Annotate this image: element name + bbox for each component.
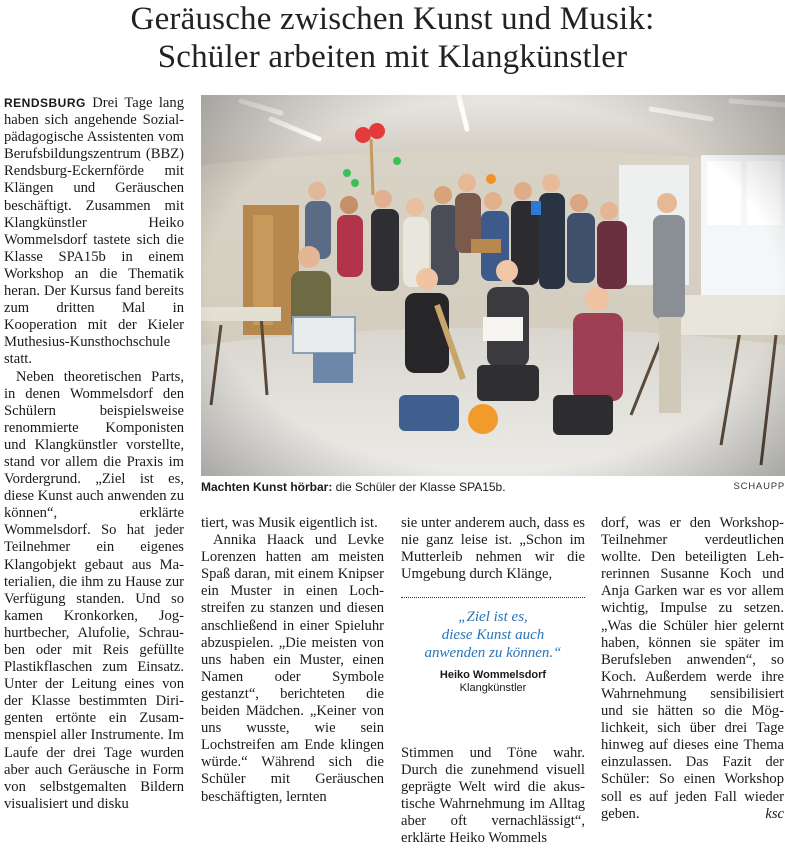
author-signature: ksc bbox=[765, 805, 784, 822]
article-paragraph-3: tiert, was Musik eigentlich ist. bbox=[201, 515, 378, 531]
pull-quote-author-role: Klangkünstler bbox=[459, 682, 527, 694]
article-column-2 bbox=[201, 515, 384, 806]
article-paragraph-4: Annika Haack und Levke Lorenzen hatten am meisten Spaß daran, mit einem Knipser ein Muster in einen Lochstreifen zu stanzen und diesen anschließend in einer Spieluhr abzuspielen. „Die meisten von uns haben ein Muster, einen Namen oder Symbole gestanzt“, berichteten die beiden Mädchen. „Keiner von uns wusste, wie sein Lochstreifen am Ende klingen würde.“ Während sich die Schüler mit Geräuschen beschäftigten, lernten bbox=[201, 532, 384, 805]
pull-quote-line-3: anwenden zu können.“ bbox=[424, 645, 562, 661]
dateline: RENDSBURG bbox=[4, 96, 86, 110]
photo-credit: SCHAUPP bbox=[733, 481, 785, 492]
caption-text: die Schüler der Klasse SPA15b. bbox=[332, 480, 506, 494]
pull-quote-line-1: „Ziel ist es, bbox=[458, 609, 528, 625]
pull-quote-line-2: diese Kunst auch bbox=[441, 627, 545, 643]
pull-quote-rule-top bbox=[401, 597, 585, 598]
article-column-1 bbox=[4, 95, 184, 813]
article-paragraph-7-text: dorf, was er den Workshop-Teilnehmer verdeutlichen wollte. Den beteiligten Lehrerinnen Susanne Koch und Anja Garken war es vor allem wichtig, Impulse zu setzen. „Was die Schüler hier gelernt haben, können sie später im Berufsleben anwenden“, so Koch. Außerdem werde ihre Wahrnehmung sensibilisiert und sie hätten so die Möglichkeit, sich über drei Tage hinweg auf dieses eine Thema einzulassen. Das Fazit der Schüler: So einen Workshop soll es auf jeden Fall wieder geben. bbox=[601, 515, 784, 822]
caption-lead: Machten Kunst hörbar: bbox=[201, 480, 333, 494]
article-paragraph-1: Drei Tage lang haben sich angehende Sozialpädagogische Assistenten vom Berufsbildungszentrum (BBZ) Rendsburg-Eckernförde mit Klängen und Geräuschen beschäftigt. Zusammen mit Klangkünstler Heiko Wommelsdorf tastete sich die Klasse SPA15b in einem Workshop an die Thematik heran. Der Kursus fand bereits zum dritten Mal in Kooperation mit der Kieler Muthesius-Kunsthochschule statt. bbox=[4, 95, 184, 368]
article-paragraph-5: sie unter anderem auch, dass es nie ganz leise ist. „Schon im Mutterleib nehmen wir die Umgebung durch Klänge, bbox=[401, 515, 585, 583]
headline-line-2: Schüler arbeiten mit Klangkünstler bbox=[157, 39, 628, 75]
article-paragraph-6: Stimmen und Töne wahr. Durch die zunehmend visuell geprägte Welt wird die akustische Wahrnehmung im Alltag aber oft vernachlässigt“, erklärte Heiko Wommels bbox=[401, 745, 585, 847]
pull-quote-author: Heiko Wommelsdorf bbox=[439, 669, 547, 681]
article-paragraph-7 bbox=[601, 515, 784, 823]
article-column-4 bbox=[601, 515, 784, 823]
headline-line-1: Geräusche zwischen Kunst und Musik: bbox=[130, 1, 655, 37]
photo-caption bbox=[201, 479, 785, 495]
headline bbox=[0, 0, 785, 76]
pull-quote bbox=[401, 597, 585, 717]
article-photo bbox=[201, 95, 785, 476]
article-paragraph-2: Neben theoretischen Parts, in denen Wommelsdorf den Schülern beispielsweise renommierte Komponisten und Klangkünstler vorstellte, stand vor allem die Praxis im Vordergrund. „Ziel ist es, diese Kunst auch anwenden zu können“, erklärte Wommelsdorf. So hat jeder Teilnehmer ein eigenes Klangobjekt gebaut aus Materialien, die ihm zu Hause zur Verfügung standen. Und so kamen Kronkorken, Joghurtbecher, Alufolie, Schrauben oder mit Reis gefüllte Plastikflaschen zum Einsatz. Unter der Leitung eines von der Klasse bestimmten Dirigenten ertönte ein Zusammenspiel aller Instrumente. Im Laufe der drei Tage wurden aber auch Geräusche in Form von selbstgemalten Bildern visualisiert und disku bbox=[4, 368, 184, 812]
classroom-group-photo-image bbox=[201, 95, 785, 476]
